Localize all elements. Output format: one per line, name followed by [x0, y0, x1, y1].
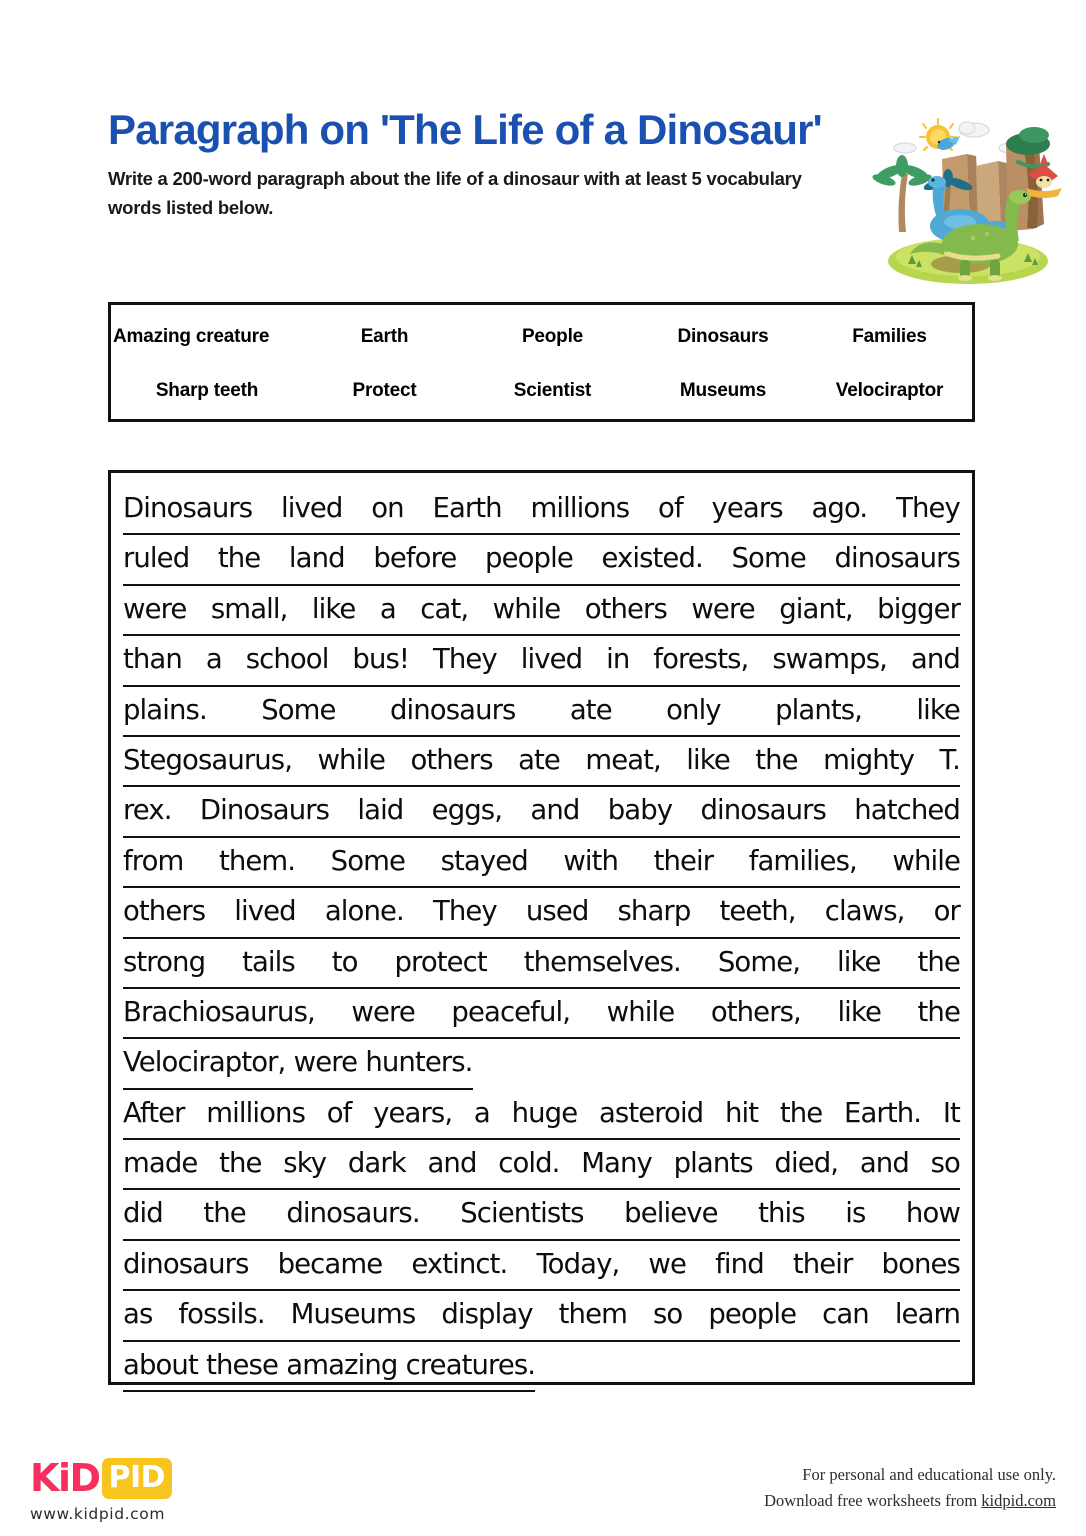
paragraph-word: to — [331, 945, 358, 978]
paragraph-word: T. — [939, 743, 960, 776]
paragraph-word: Some, — [717, 945, 801, 978]
paragraph-word: dinosaurs — [123, 1247, 249, 1280]
vocabulary-word: Velociraptor — [835, 379, 944, 401]
paragraph-word: After — [123, 1096, 185, 1129]
paragraph-word: alone. — [324, 895, 404, 928]
paragraph-answer-box[interactable] — [108, 470, 975, 1385]
paragraph-word: these — [206, 1348, 278, 1381]
paragraph-line-text — [123, 636, 960, 686]
paragraph-word: small, — [210, 592, 288, 625]
paragraph-word: dinosaurs — [389, 693, 516, 726]
paragraph-word: school — [245, 643, 329, 676]
vocabulary-word: Scientist — [513, 379, 592, 401]
paragraph-word: land — [288, 542, 345, 575]
paragraph-word: about — [123, 1348, 198, 1381]
paragraph-word: became — [277, 1247, 383, 1280]
vocabulary-word: Museums — [679, 379, 767, 401]
paragraph-word: while — [492, 592, 561, 625]
paragraph-word: their — [653, 844, 714, 877]
paragraph-line — [123, 888, 960, 938]
paragraph-word: eggs, — [431, 794, 503, 827]
footer-note-prefix: Download free worksheets from — [764, 1490, 982, 1510]
paragraph-word: from — [123, 844, 184, 877]
paragraph-word: were — [293, 1046, 358, 1079]
paragraph-word: lived — [520, 643, 583, 676]
kidpid-logo — [30, 1458, 260, 1528]
paragraph-word: were — [123, 592, 187, 625]
paragraph-word: and — [910, 643, 960, 676]
paragraph-word: as — [123, 1298, 153, 1331]
paragraph-word: Many — [581, 1147, 652, 1180]
paragraph-word: others — [410, 743, 493, 776]
paragraph-word: It — [942, 1096, 960, 1129]
paragraph-line-text — [123, 535, 960, 585]
paragraph-word: Velociraptor, — [123, 1046, 286, 1079]
logo-kid-text: KiD — [30, 1456, 100, 1500]
vocabulary-word: Sharp teeth — [155, 379, 259, 401]
paragraph-word: people — [485, 542, 573, 575]
paragraph-word: a — [473, 1096, 490, 1129]
paragraph-line-text — [123, 1291, 960, 1341]
paragraph-word: families, — [748, 844, 857, 877]
vocabulary-word: Families — [852, 325, 927, 347]
paragraph-line-text — [123, 1090, 960, 1140]
paragraph-word: years, — [373, 1096, 453, 1129]
paragraph-word: them — [558, 1298, 627, 1331]
paragraph-line-text — [123, 737, 960, 787]
paragraph-word: the — [755, 743, 798, 776]
paragraph-line-text — [123, 838, 960, 888]
paragraph-line — [123, 586, 960, 636]
vocabulary-row — [111, 362, 972, 419]
paragraph-line — [123, 1241, 960, 1291]
paragraph-line-text — [123, 1241, 960, 1291]
paragraph-word: of — [326, 1096, 352, 1129]
paragraph-text — [123, 485, 960, 1392]
logo-website-url: www.kidpid.com — [30, 1505, 166, 1523]
paragraph-word: on — [371, 492, 404, 524]
paragraph-line-text — [123, 989, 960, 1039]
footer-note-line-2 — [576, 1488, 1056, 1514]
paragraph-line — [123, 787, 960, 837]
paragraph-word: huge — [511, 1096, 578, 1129]
paragraph-word: a — [379, 592, 396, 625]
paragraph-word: peaceful, — [451, 995, 571, 1028]
paragraph-word: or — [933, 895, 960, 928]
footer-note-line-1: For personal and educational use only. — [802, 1465, 1056, 1484]
paragraph-word: so — [652, 1298, 683, 1331]
instructions-text: Write a 200-word paragraph about the life of a dinosaur with at least 5 vocabulary words listed below. — [108, 168, 802, 218]
paragraph-word: others, — [710, 995, 801, 1028]
paragraph-line — [123, 1342, 960, 1392]
paragraph-word: fossils. — [178, 1298, 265, 1331]
paragraph-line — [123, 1039, 960, 1089]
paragraph-word: plants — [673, 1147, 753, 1180]
vocabulary-row — [111, 305, 972, 362]
paragraph-word: died, — [774, 1147, 839, 1180]
paragraph-word: bigger — [877, 592, 960, 625]
paragraph-word: protect — [394, 945, 487, 978]
paragraph-word: the — [779, 1096, 823, 1129]
paragraph-word: like — [916, 693, 960, 726]
paragraph-word: sky — [283, 1147, 327, 1180]
paragraph-word: did — [123, 1197, 163, 1230]
paragraph-word: Some — [261, 693, 336, 726]
kidpid-link[interactable]: kidpid.com — [981, 1490, 1056, 1510]
paragraph-word: in — [606, 643, 630, 676]
paragraph-word: find — [715, 1247, 764, 1280]
paragraph-word: like — [311, 592, 356, 625]
paragraph-word: swamps, — [772, 643, 887, 676]
paragraph-word: lived — [281, 492, 343, 524]
paragraph-word: and — [859, 1147, 909, 1180]
paragraph-word: believe — [624, 1197, 718, 1230]
paragraph-word: like — [837, 995, 881, 1028]
paragraph-word: cat, — [420, 592, 469, 625]
paragraph-word: They — [432, 643, 497, 676]
paragraph-word: Scientists — [460, 1197, 584, 1230]
paragraph-word: existed. — [601, 542, 703, 575]
paragraph-line — [123, 939, 960, 989]
paragraph-word: strong — [123, 945, 206, 978]
paragraph-word: sharp — [617, 895, 691, 928]
paragraph-word: teeth, — [719, 895, 796, 928]
paragraph-word: giant, — [779, 592, 853, 625]
paragraph-word: made — [123, 1147, 198, 1180]
paragraph-word: while — [606, 995, 675, 1028]
paragraph-word: learn — [894, 1298, 960, 1331]
paragraph-word: hatched — [854, 794, 960, 827]
paragraph-word: Some — [731, 542, 806, 575]
paragraph-line-text — [123, 888, 960, 938]
vocabulary-word-bank — [108, 302, 975, 422]
paragraph-line — [123, 989, 960, 1039]
paragraph-word: ruled — [123, 542, 190, 575]
paragraph-word: is — [845, 1197, 866, 1230]
paragraph-line — [123, 1090, 960, 1140]
paragraph-word: hunters. — [365, 1046, 473, 1079]
vocabulary-word: People — [521, 325, 584, 347]
paragraph-word: before — [373, 542, 457, 575]
paragraph-line — [123, 636, 960, 686]
paragraph-line — [123, 1140, 960, 1190]
paragraph-line-text — [123, 586, 960, 636]
paragraph-line-text — [123, 485, 960, 535]
paragraph-word: They — [896, 492, 960, 524]
paragraph-word: this — [758, 1197, 805, 1230]
paragraph-line — [123, 737, 960, 787]
page-title: Paragraph on 'The Life of a Dinosaur' — [108, 106, 822, 153]
paragraph-word: Today, — [536, 1247, 620, 1280]
paragraph-word: ate — [518, 743, 560, 776]
paragraph-word: rex. — [123, 794, 172, 827]
paragraph-line — [123, 687, 960, 737]
paragraph-word: with — [563, 844, 619, 877]
paragraph-word: millions — [530, 492, 630, 524]
paragraph-word: of — [658, 492, 683, 524]
paragraph-word: claws, — [824, 895, 905, 928]
paragraph-word: hit — [724, 1096, 759, 1129]
paragraph-word: bus! — [352, 643, 410, 676]
paragraph-word: bones — [881, 1247, 960, 1280]
paragraph-word: laid — [357, 794, 404, 827]
paragraph-word: years — [711, 492, 783, 524]
paragraph-word: millions — [206, 1096, 305, 1129]
paragraph-line-text — [123, 787, 960, 837]
paragraph-word: amazing — [286, 1348, 398, 1381]
paragraph-word: their — [792, 1247, 853, 1280]
paragraph-word: Museums — [290, 1298, 416, 1331]
paragraph-word: the — [219, 1147, 262, 1180]
paragraph-line — [123, 1190, 960, 1240]
paragraph-line — [123, 485, 960, 535]
paragraph-word: Stegosaurus, — [123, 743, 293, 776]
paragraph-word: cold. — [498, 1147, 560, 1180]
paragraph-word: Some — [330, 844, 406, 877]
paragraph-word: were — [351, 995, 415, 1028]
paragraph-line-text — [123, 687, 960, 737]
paragraph-word: plants, — [775, 693, 863, 726]
paragraph-word: Earth. — [844, 1096, 922, 1129]
logo-mark — [30, 1458, 260, 1498]
paragraph-word: ago. — [811, 492, 868, 524]
paragraph-word: meat, — [585, 743, 661, 776]
paragraph-word: so — [930, 1147, 960, 1180]
paragraph-word: the — [203, 1197, 246, 1230]
paragraph-word: mighty — [823, 743, 915, 776]
paragraph-word: the — [917, 995, 960, 1028]
paragraph-word: the — [217, 542, 261, 575]
paragraph-line — [123, 535, 960, 585]
paragraph-line-text — [123, 939, 960, 989]
paragraph-word: the — [917, 945, 960, 978]
paragraph-word: tails — [242, 945, 295, 978]
paragraph-word: lived — [234, 895, 296, 928]
paragraph-word: Brachiosaurus, — [123, 995, 315, 1028]
paragraph-word: Earth — [432, 492, 502, 524]
paragraph-word: ate — [569, 693, 612, 726]
paragraph-word: others — [123, 895, 206, 928]
paragraph-line — [123, 1291, 960, 1341]
vocabulary-word: Protect — [352, 379, 417, 401]
paragraph-word: were — [691, 592, 755, 625]
paragraph-word: like — [837, 945, 881, 978]
paragraph-word: creatures. — [405, 1348, 536, 1381]
paragraph-word: and — [530, 794, 580, 827]
paragraph-word: we — [648, 1247, 687, 1280]
paragraph-word: and — [427, 1147, 477, 1180]
paragraph-word: Dinosaurs — [123, 492, 253, 524]
footer-usage-note — [576, 1462, 1056, 1513]
paragraph-word: while — [892, 844, 960, 877]
paragraph-word: themselves. — [523, 945, 681, 978]
paragraph-line-text — [123, 1140, 960, 1190]
vocabulary-word: Amazing creature — [113, 325, 270, 347]
paragraph-word: dinosaurs — [700, 794, 826, 827]
paragraph-word: while — [317, 743, 386, 776]
paragraph-word: can — [822, 1298, 869, 1331]
paragraph-word: used — [525, 895, 589, 928]
vocabulary-word: Dinosaurs — [677, 325, 769, 347]
paragraph-word: plains. — [123, 693, 207, 726]
paragraph-word: only — [666, 693, 721, 726]
paragraph-word: others — [584, 592, 667, 625]
paragraph-line — [123, 838, 960, 888]
paragraph-word: They — [432, 895, 497, 928]
paragraph-word: forests, — [653, 643, 749, 676]
logo-pid-badge: PID — [102, 1458, 173, 1499]
paragraph-line-text — [123, 1342, 535, 1392]
paragraph-word: dinosaurs — [834, 542, 960, 575]
paragraph-word: a — [205, 643, 222, 676]
paragraph-line-text — [123, 1039, 473, 1089]
paragraph-word: them. — [218, 844, 296, 877]
paragraph-word: extinct. — [411, 1247, 508, 1280]
paragraph-word: asteroid — [598, 1096, 704, 1129]
dinosaur-scene-illustration — [868, 104, 1064, 290]
paragraph-word: dinosaurs. — [286, 1197, 420, 1230]
vocabulary-word: Earth — [360, 325, 409, 347]
paragraph-word: people — [708, 1298, 797, 1331]
paragraph-word: like — [686, 743, 730, 776]
paragraph-word: baby — [607, 794, 673, 827]
paragraph-word: Dinosaurs — [199, 794, 330, 827]
paragraph-line-text — [123, 1190, 960, 1240]
paragraph-word: how — [905, 1197, 960, 1230]
paragraph-word: dark — [347, 1147, 406, 1180]
paragraph-word: stayed — [440, 844, 528, 877]
paragraph-word: display — [441, 1298, 533, 1331]
paragraph-word: than — [123, 643, 182, 676]
worksheet-header — [108, 108, 998, 283]
